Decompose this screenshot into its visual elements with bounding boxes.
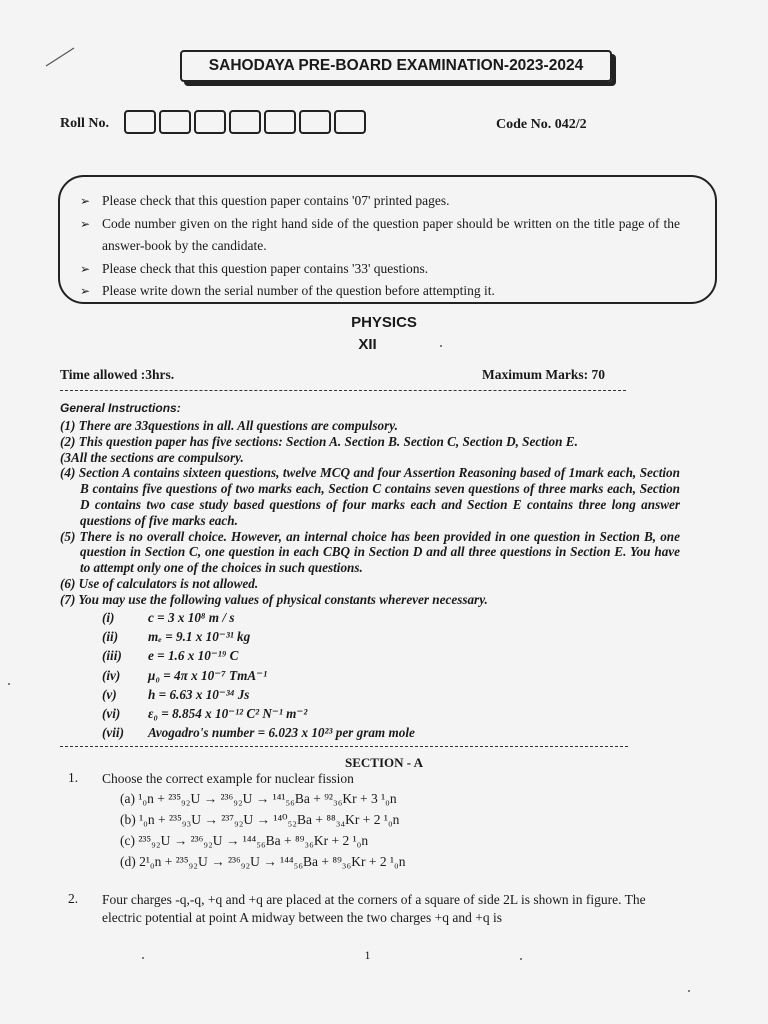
class-label: XII	[358, 336, 377, 353]
question-text: Choose the correct example for nuclear fission	[102, 771, 354, 786]
instructions-list	[80, 190, 680, 303]
constant-number: (iv)	[102, 667, 121, 683]
instruction-item: ➢ Please write down the serial number of the question before attempting it.	[80, 280, 680, 303]
constant-number: (ii)	[102, 629, 119, 645]
scan-speck	[688, 990, 690, 992]
scan-speck	[440, 345, 442, 347]
general-instruction: (1) There are 33questions in all. All questions are compulsory.	[60, 418, 398, 433]
divider	[60, 390, 626, 391]
option-a: (a) ¹₀n + ²³⁵₉₂U → ²³⁶₉₂U → ¹⁴¹₅₆Ba + ⁹²₃₆Kr + 3 ¹₀n	[120, 791, 397, 806]
constant-number: (iii)	[102, 648, 122, 664]
instruction-item: ➢ Code number given on the right hand side of the question paper should be written on the title page of the answer-book by the candidate.	[80, 213, 680, 258]
constant-row	[102, 704, 415, 723]
constant-row	[102, 666, 415, 685]
general-instruction: (2) This question paper has five sections: Section A. Section B. Section C, Section D, Section E.	[60, 433, 578, 449]
roll-number-boxes[interactable]	[124, 110, 369, 134]
general-instructions-heading: General Instructions:	[60, 401, 181, 415]
constant-value: Avogadro's number = 6.023 x 10²³ per gram mole	[148, 725, 415, 741]
time-allowed: Time allowed :3hrs.	[60, 367, 175, 382]
constant-number: (vii)	[102, 725, 124, 741]
roll-digit-box[interactable]	[334, 110, 366, 134]
constant-value: ε₀ = 8.854 x 10⁻¹² C² N⁻¹ m⁻²	[148, 706, 308, 722]
instruction-item: ➢ Please check that this question paper contains '33' questions.	[80, 258, 680, 281]
constant-value: h = 6.63 x 10⁻³⁴ Js	[148, 686, 250, 702]
roll-digit-box[interactable]	[229, 110, 261, 134]
page-number: 1	[364, 948, 371, 962]
constant-row	[102, 646, 415, 665]
option-b: (b) ¹₀n + ²³⁵₉₃U → ²³⁷₉₂U → ¹⁴⁰₅₂Ba + ⁸⁸₃₄Kr + 2 ¹₀n	[120, 812, 400, 827]
roll-digit-box[interactable]	[264, 110, 296, 134]
general-instruction: (7) You may use the following values of physical constants wherever necessary.	[60, 591, 488, 607]
constant-number: (v)	[102, 686, 117, 702]
roll-digit-box[interactable]	[299, 110, 331, 134]
roll-digit-box[interactable]	[194, 110, 226, 134]
option-c: (c) ²³⁵₉₂U → ²³⁶₉₂U → ¹⁴⁴₅₆Ba + ⁸⁹₃₆Kr + 2 ¹₀n	[120, 833, 369, 848]
constant-value: c = 3 x 10⁸ m / s	[148, 610, 235, 625]
constant-row	[102, 608, 415, 627]
constant-row	[102, 627, 415, 646]
constant-number: (i)	[102, 610, 115, 625]
roll-number-label: Roll No.	[60, 116, 109, 131]
constant-value: μ₀ = 4π x 10⁻⁷ TmA⁻¹	[148, 667, 268, 683]
general-instructions-list	[60, 418, 680, 608]
section-heading: SECTION - A	[344, 755, 424, 770]
roll-digit-box[interactable]	[124, 110, 156, 134]
constants-list	[102, 608, 415, 742]
general-instruction: (4) Section A contains sixteen questions, twelve MCQ and four Assertion Reasoning based of 1mark each, Section B contains five questions of two marks each, Section C contains seven questions of three marks each, Section D contains two case study based questions of four marks each and Section E contains three long answer questions of five marks each.	[60, 465, 680, 528]
scan-speck	[8, 683, 10, 685]
constant-row	[102, 723, 415, 742]
question-text: Four charges -q,-q, +q and +q are placed at the corners of a square of side 2L is shown in figure. The electric potential at point A midway between the two charges +q and +q is	[102, 892, 646, 925]
maximum-marks: Maximum Marks: 70	[482, 367, 605, 382]
constant-value: mₑ = 9.1 x 10⁻³¹ kg	[148, 629, 251, 645]
general-instruction: (3All the sections are compulsory.	[60, 449, 244, 465]
pen-mark	[44, 44, 76, 68]
question-number: 1.	[68, 770, 79, 785]
roll-digit-box[interactable]	[159, 110, 191, 134]
general-instruction: (5) There is no overall choice. However, an internal choice has been provided in one question in Section B, one question in Section C, one question in each CBQ in Section D and all three questions in Section E. You have to attempt only one of the choices in such questions.	[60, 528, 680, 576]
instruction-item: ➢ Please check that this question paper contains '07' printed pages.	[80, 190, 680, 213]
scan-speck	[520, 958, 522, 960]
exam-title: SAHODAYA PRE-BOARD EXAMINATION-2023-2024	[180, 50, 612, 82]
option-d: (d) 2¹₀n + ²³⁵₉₂U → ²³⁶₉₂U → ¹⁴⁴₅₆Ba + ⁸⁹₃₆Kr + 2 ¹₀n	[120, 854, 406, 869]
constant-row	[102, 685, 415, 704]
general-instruction: (6) Use of calculators is not allowed.	[60, 575, 259, 591]
question-number: 2.	[68, 891, 79, 906]
divider	[60, 746, 628, 747]
constant-value: e = 1.6 x 10⁻¹⁹ C	[148, 648, 239, 664]
code-number: Code No. 042/2	[496, 117, 587, 132]
constant-number: (vi)	[102, 706, 121, 722]
scan-speck	[142, 957, 144, 959]
subject-title: PHYSICS	[351, 314, 417, 331]
